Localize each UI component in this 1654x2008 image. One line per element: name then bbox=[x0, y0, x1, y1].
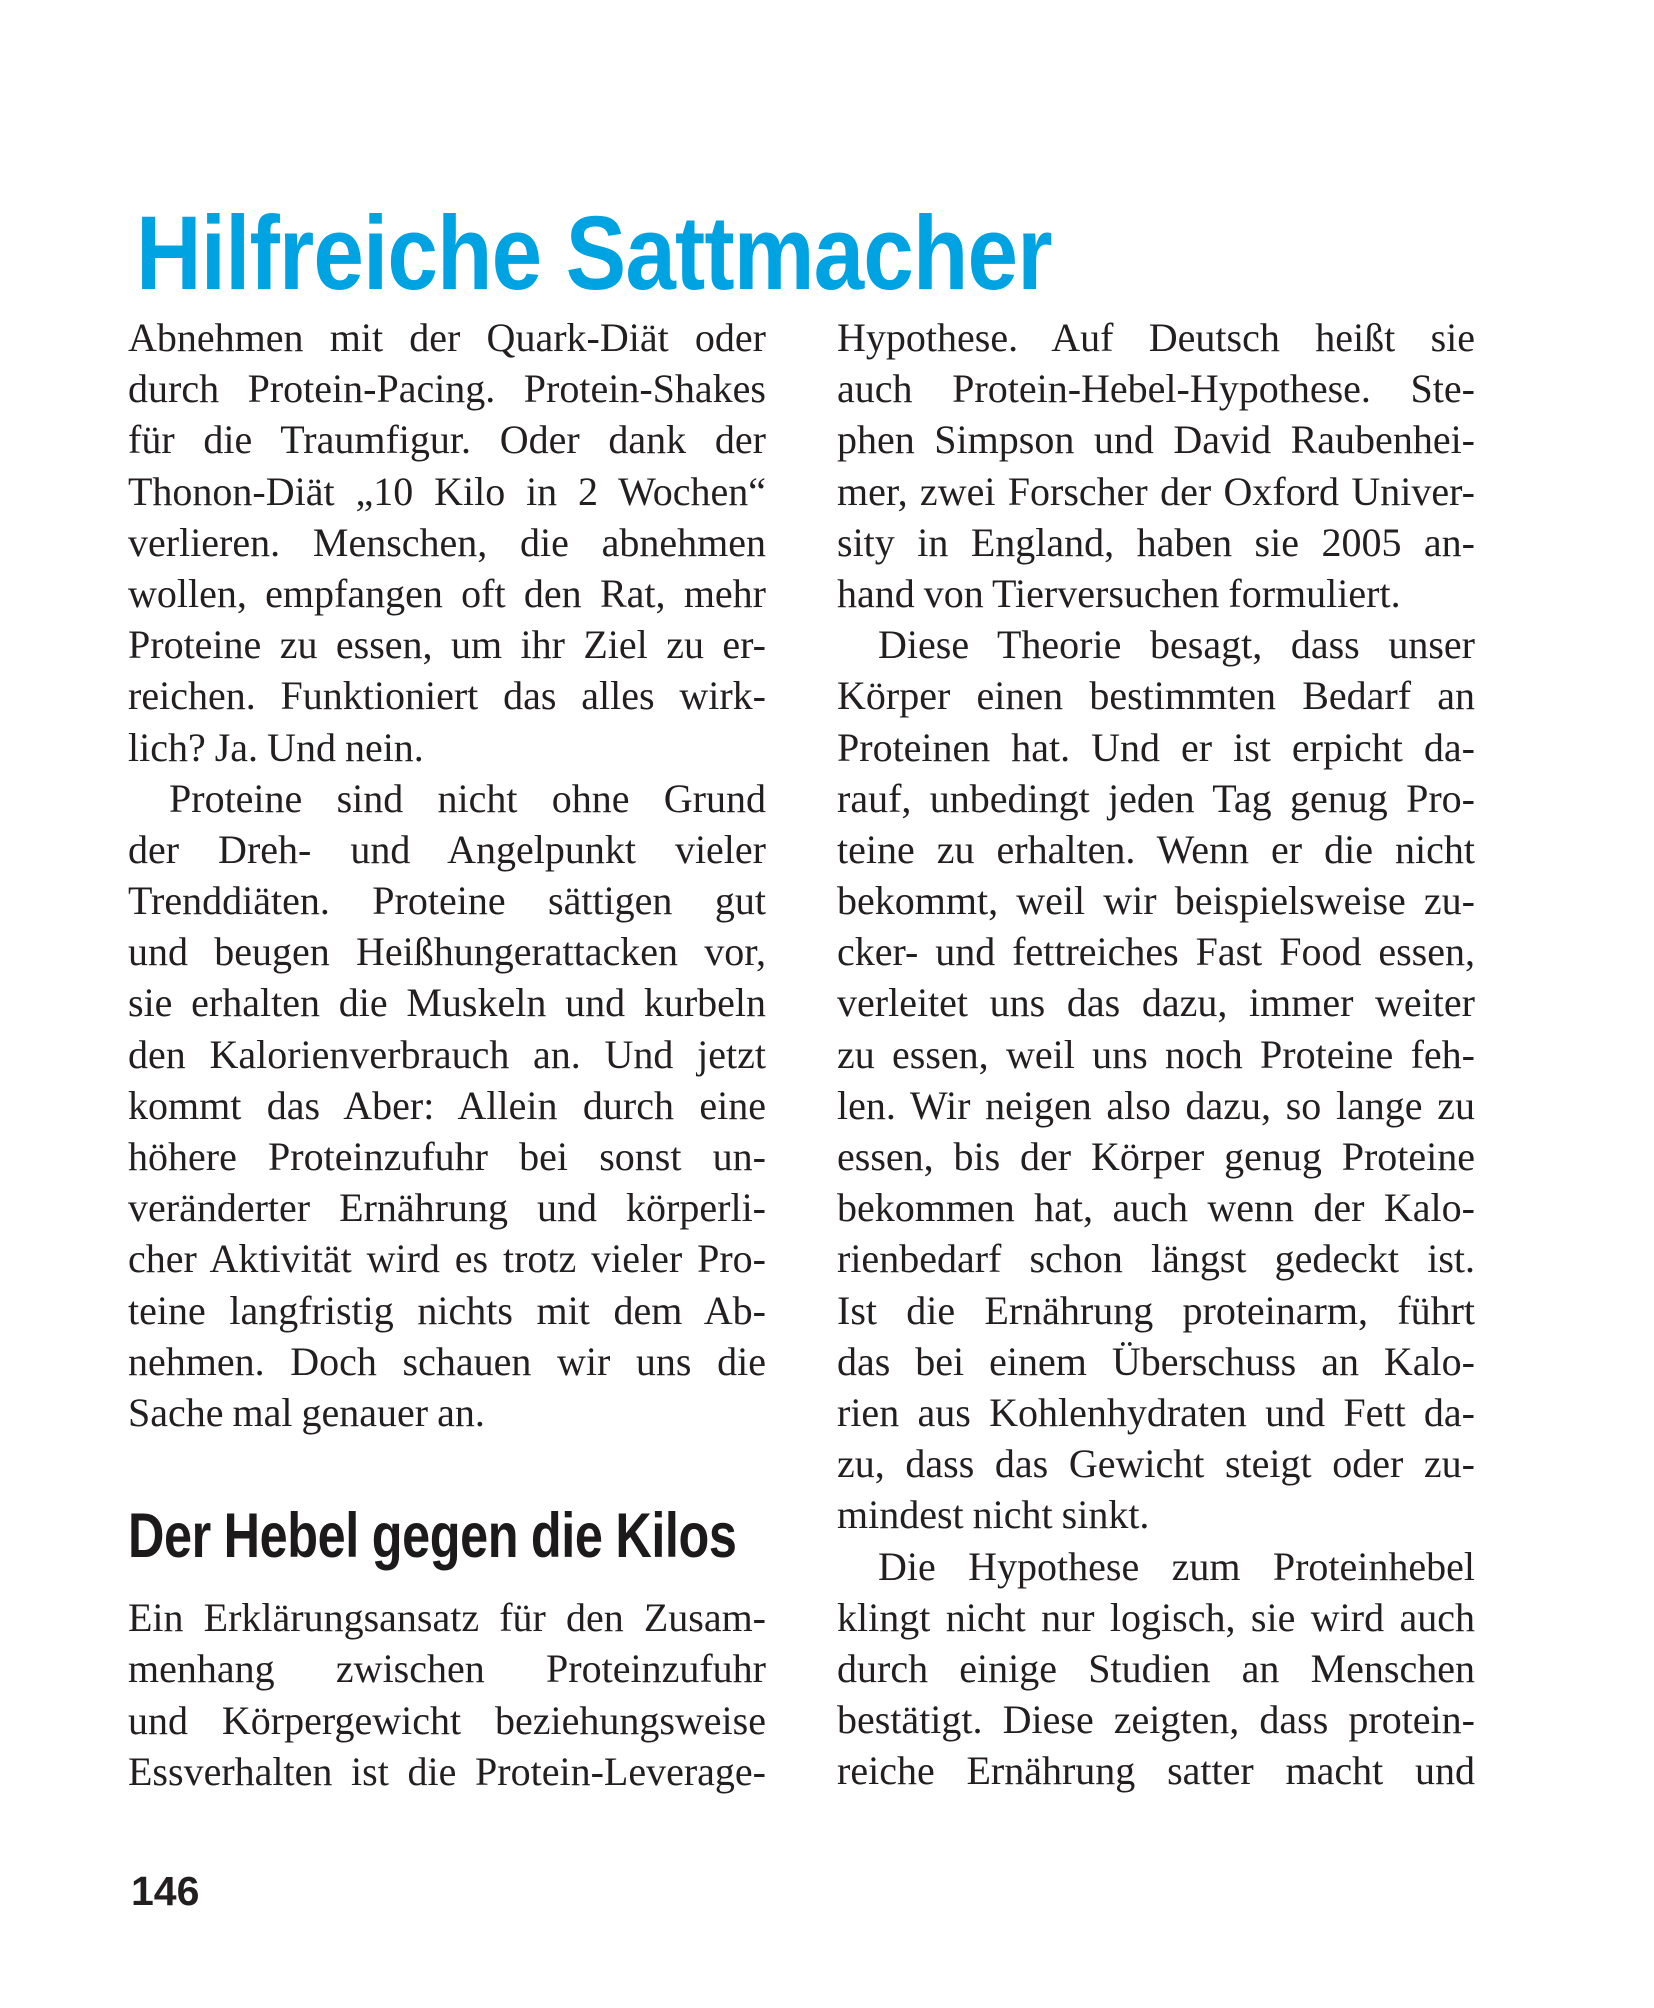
text-line: reichen. Funktioniert das alles wirk- bbox=[128, 673, 766, 719]
text-line: zu essen, weil uns noch Proteine feh- bbox=[837, 1031, 1475, 1077]
page-title bbox=[136, 195, 1195, 312]
text-line: Ein Erklärungsansatz für den Zusam- bbox=[128, 1595, 766, 1641]
text-line: verleitet uns das dazu, immer weiter bbox=[837, 980, 1475, 1026]
text-line: für die Traumfigur. Oder dank der bbox=[128, 417, 766, 463]
text-line: Ist die Ernährung proteinarm, führt bbox=[837, 1287, 1475, 1333]
text-line: der Dreh- und Angelpunkt vieler bbox=[128, 826, 766, 872]
text-line: bekommen hat, auch wenn der Kalo- bbox=[837, 1185, 1475, 1231]
text-line: Essverhalten ist die Protein-Leverage- bbox=[128, 1748, 766, 1794]
text-line: durch einige Studien an Menschen bbox=[837, 1645, 1475, 1691]
section-subheading-text: Der Hebel gegen die Kilos bbox=[128, 1501, 737, 1572]
text-line: essen, bis der Körper genug Proteine bbox=[837, 1134, 1475, 1179]
text-line: menhang zwischen Proteinzufuhr bbox=[128, 1646, 766, 1692]
body-column-right bbox=[837, 312, 1475, 1796]
text-line: Proteine sind nicht ohne Grund bbox=[169, 775, 766, 821]
text-line: Körper einen bestimmten Bedarf an bbox=[837, 673, 1475, 719]
section-subheading bbox=[128, 1438, 766, 1592]
text-line: hand von Tierversuchen formuliert. bbox=[837, 570, 1401, 616]
text-line: das bei einem Überschuss an Kalo- bbox=[837, 1338, 1475, 1384]
text-line: mer, zwei Forscher der Oxford Univer- bbox=[837, 468, 1475, 514]
body-column-left bbox=[128, 312, 766, 1797]
text-line: Trenddiäten. Proteine sättigen gut bbox=[128, 878, 766, 924]
text-line: teine zu erhalten. Wenn er die nicht bbox=[837, 826, 1475, 872]
text-line: durch Protein-Pacing. Protein-Shakes bbox=[128, 366, 766, 412]
text-line: sity in England, haben sie 2005 an- bbox=[837, 519, 1475, 565]
page-title-text: Hilfreiche Sattmacher bbox=[136, 195, 1052, 313]
text-line: Proteine zu essen, um ihr Ziel zu er- bbox=[128, 622, 766, 668]
text-line: sie erhalten die Muskeln und kurbeln bbox=[128, 980, 766, 1026]
text-line: Thonon-Diät „10 Kilo in 2 Wochen“ bbox=[128, 468, 766, 514]
page-number: 146 bbox=[131, 1868, 200, 1914]
text-line: phen Simpson und David Raubenhei- bbox=[837, 417, 1475, 463]
text-line: rienbedarf schon längst gedeckt ist. bbox=[837, 1236, 1475, 1282]
text-line: den Kalorienverbrauch an. Und jetzt bbox=[128, 1031, 766, 1077]
text-line: len. Wir neigen also dazu, so lange zu bbox=[837, 1082, 1475, 1128]
text-line: wollen, empfangen oft den Rat, mehr bbox=[128, 570, 766, 616]
text-line: bestätigt. Diese zeigten, dass protein- bbox=[837, 1697, 1475, 1743]
text-line: Proteinen hat. Und er ist erpicht da- bbox=[837, 724, 1475, 770]
text-line: auch Protein-Hebel-Hypothese. Ste- bbox=[837, 366, 1475, 412]
text-line: cker- und fettreiches Fast Food essen, bbox=[837, 929, 1475, 975]
text-line: Sache mal genauer an. bbox=[128, 1389, 485, 1435]
text-line: mindest nicht sinkt. bbox=[837, 1492, 1150, 1538]
text-line: Diese Theorie besagt, dass unser bbox=[878, 622, 1475, 668]
text-line: Hypothese. Auf Deutsch heißt sie bbox=[837, 315, 1475, 360]
text-line: lich? Ja. Und nein. bbox=[128, 724, 424, 770]
text-line: cher Aktivität wird es trotz vieler Pro- bbox=[128, 1236, 766, 1282]
text-line: Abnehmen mit der Quark-Diät oder bbox=[128, 315, 766, 360]
text-line: teine langfristig nichts mit dem Ab- bbox=[128, 1287, 766, 1333]
text-line: kommt das Aber: Allein durch eine bbox=[128, 1082, 766, 1128]
text-line: veränderter Ernährung und körperli- bbox=[128, 1185, 766, 1231]
text-line: reiche Ernährung satter macht und bbox=[837, 1748, 1475, 1794]
text-line: und beugen Heißhungerattacken vor, bbox=[128, 929, 766, 975]
text-line: rauf, unbedingt jeden Tag genug Pro- bbox=[837, 775, 1475, 821]
text-line: nehmen. Doch schauen wir uns die bbox=[128, 1338, 766, 1384]
text-line: höhere Proteinzufuhr bei sonst un- bbox=[128, 1134, 766, 1179]
text-line: bekommt, weil wir beispielsweise zu- bbox=[837, 878, 1475, 924]
text-line: Die Hypothese zum Proteinhebel bbox=[878, 1543, 1475, 1589]
text-line: rien aus Kohlenhydraten und Fett da- bbox=[837, 1389, 1475, 1435]
text-line: und Körpergewicht beziehungsweise bbox=[128, 1697, 766, 1743]
text-line: klingt nicht nur logisch, sie wird auch bbox=[837, 1594, 1475, 1640]
text-line: zu, dass das Gewicht steigt oder zu- bbox=[837, 1441, 1475, 1487]
text-line: verlieren. Menschen, die abnehmen bbox=[128, 519, 766, 565]
